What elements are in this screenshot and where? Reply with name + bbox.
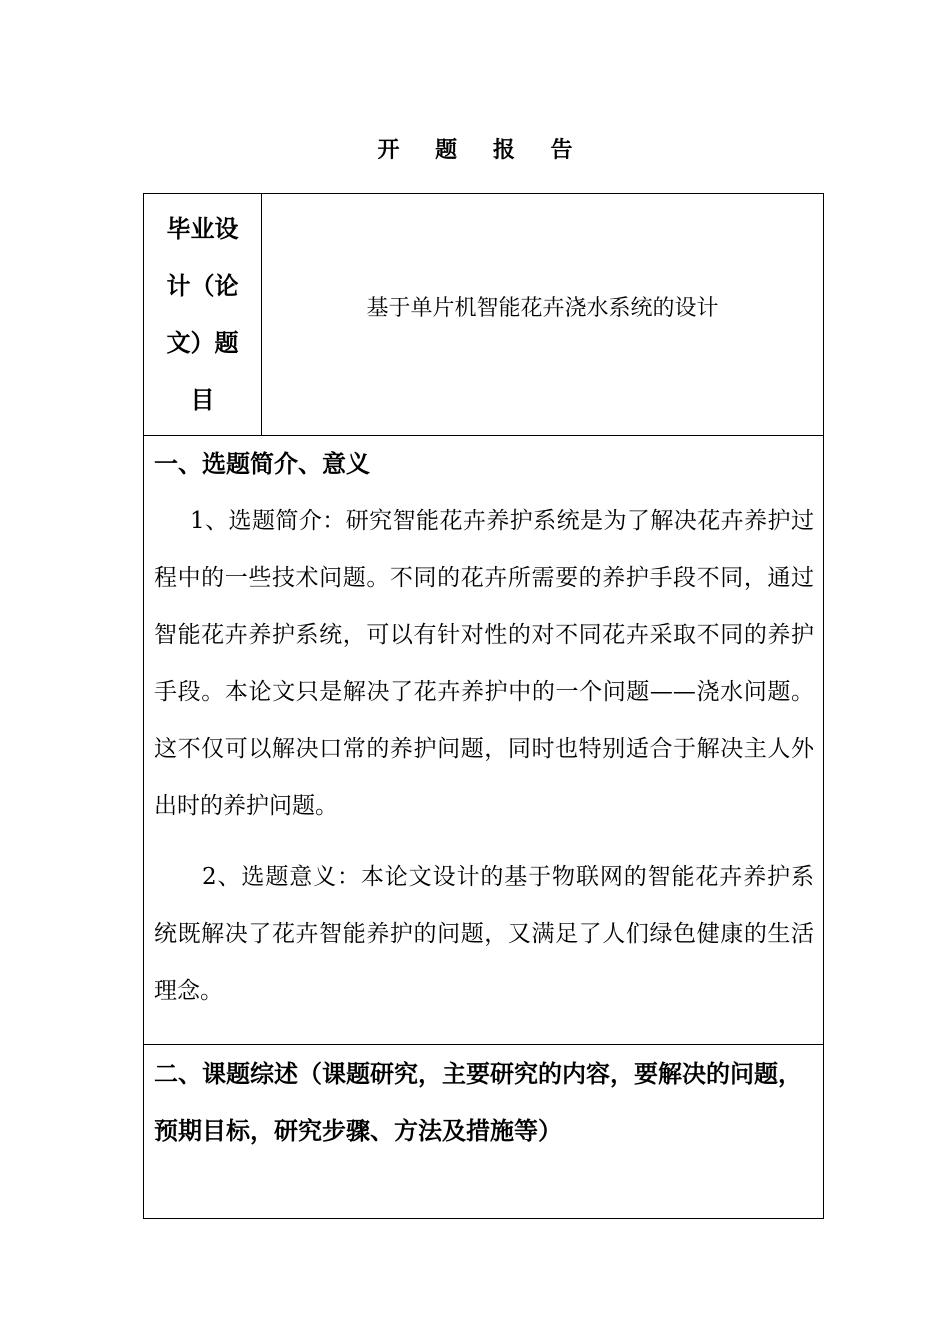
document-title: 开 题 报 告 bbox=[377, 138, 587, 163]
section-2 bbox=[154, 1046, 814, 1160]
section-1 bbox=[154, 436, 814, 1020]
topic-label: 毕业设计（论文）题目 bbox=[166, 214, 239, 414]
topic-value: 基于单片机智能花卉浇水系统的设计 bbox=[366, 295, 719, 321]
section-1-heading: 一、选题简介、意义 bbox=[154, 450, 370, 478]
section-1-paragraph-1: 1、选题简介：研究智能花卉养护系统是为了解决花卉养护过程中的一些技术问题。不同的花卉所需要的养护手段不同，通过智能花卉养护系统，可以有针对性的对不同花卉采取不同的养护手段。本论文只是解决了花卉养护中的一个问题——浇水问题。这不仅可以解决口常的养护问题，同时也特别适合于解决主人外出时的养护问题。 bbox=[154, 508, 814, 819]
section-2-heading: 二、课题综述（课题研究，主要研究的内容，要解决的问题，预期目标，研究步骤、方法及措施等） bbox=[154, 1060, 802, 1145]
topic-label-cell bbox=[144, 194, 261, 435]
row-divider-2 bbox=[144, 1044, 823, 1045]
section-1-paragraph-2: 2、选题意义：本论文设计的基于物联网的智能花卉养护系统既解决了花卉智能养护的问题，又满足了人们绿色健康的生活理念。 bbox=[154, 864, 814, 1004]
topic-value-cell bbox=[262, 194, 823, 435]
proposal-table bbox=[143, 193, 824, 1219]
